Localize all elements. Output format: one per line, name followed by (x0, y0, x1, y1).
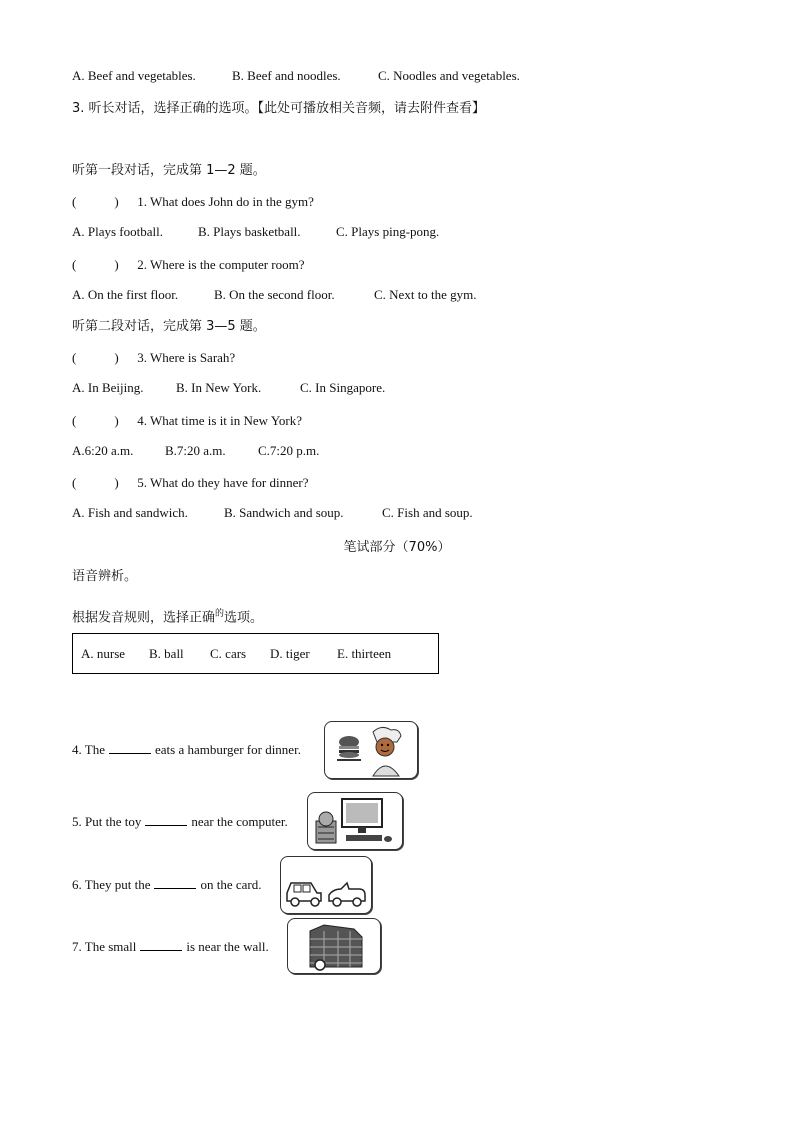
sentence-5: 5. Put the toy near the computer. (72, 814, 288, 829)
word-option-b: B. ball (149, 646, 184, 661)
question-3 (72, 349, 235, 367)
question-1 (72, 193, 314, 211)
answer-blank[interactable] (109, 741, 151, 754)
hamburger-icon (337, 736, 361, 760)
sentence-7: 7. The small is near the wall. (72, 939, 269, 954)
q4-option-c: C.7:20 p.m. (258, 443, 320, 458)
computer-icon (342, 799, 392, 842)
ball-wall-picture (287, 918, 381, 974)
q1-option-b: B. Plays basketball. (198, 224, 301, 239)
word-option-e: E. thirteen (337, 646, 392, 661)
answer-paren: ( ) (72, 350, 119, 365)
tiger-toy-icon (316, 812, 336, 843)
sentence-4: 4. The eats a hamburger for dinner. (72, 742, 301, 757)
question-text: 2. Where is the computer room? (137, 257, 305, 272)
q3-option-b: B. In New York. (176, 380, 262, 395)
q3-option-c: C. In Singapore. (300, 380, 386, 395)
question-4 (72, 412, 302, 430)
q1-option-c: C. Plays ping-pong. (336, 224, 440, 239)
prev-option-a: A. Beef and vegetables. (72, 68, 196, 83)
q4-option-b: B.7:20 a.m. (165, 443, 226, 458)
q5-option-a: A. Fish and sandwich. (72, 505, 188, 520)
answer-paren: ( ) (72, 413, 119, 428)
answer-blank[interactable] (154, 876, 196, 889)
q5-option-b: B. Sandwich and soup. (224, 505, 344, 520)
ball-icon (315, 960, 325, 970)
sentence-6: 6. They put the on the card. (72, 877, 262, 892)
cars-picture (280, 856, 372, 914)
listening-title: 3. 听长对话，选择正确的选项。【此处可播放相关音频，请去附件查看】 (72, 101, 486, 116)
phonics-section: 语音辨析。 (72, 569, 138, 584)
question-5 (72, 474, 308, 492)
word-option-a: A. nurse (81, 646, 126, 661)
q1-option-a: A. Plays football. (72, 224, 163, 239)
convertible-car-icon (329, 883, 365, 906)
chef-icon (373, 727, 401, 776)
car-icon (287, 883, 321, 906)
word-option-c: C. cars (210, 646, 247, 661)
section2-heading: 听第二段对话，完成第 3—5 题。 (72, 319, 266, 334)
answer-blank[interactable] (145, 813, 187, 826)
section1-heading: 听第一段对话，完成第 1—2 题。 (72, 163, 266, 178)
tiger-toy-computer-picture (307, 792, 403, 850)
question-text: 4. What time is it in New York? (137, 413, 303, 428)
chef-hamburger-picture (324, 721, 418, 779)
q5-option-c: C. Fish and soup. (382, 505, 473, 520)
question-text: 1. What does John do in the gym? (137, 194, 314, 209)
phonics-instruction: 根据发音规则，选择正确$^的$选项。 (72, 609, 264, 626)
question-2 (72, 256, 305, 274)
prev-option-b: B. Beef and noodles. (232, 68, 341, 83)
answer-blank[interactable] (140, 938, 182, 951)
answer-paren: ( ) (72, 257, 119, 272)
q4-option-a: A.6:20 a.m. (72, 443, 134, 458)
q3-option-a: A. In Beijing. (72, 380, 144, 395)
prev-option-c: C. Noodles and vegetables. (378, 68, 520, 83)
written-heading: 笔试部分（70%） (343, 540, 451, 555)
q2-option-c: C. Next to the gym. (374, 287, 477, 302)
word-option-d: D. tiger (270, 646, 310, 661)
q2-option-b: B. On the second floor. (214, 287, 335, 302)
answer-paren: ( ) (72, 475, 119, 490)
question-text: 5. What do they have for dinner? (137, 475, 309, 490)
word-box (72, 633, 439, 674)
question-text: 3. Where is Sarah? (137, 350, 236, 365)
answer-paren: ( ) (72, 194, 119, 209)
q2-option-a: A. On the first floor. (72, 287, 179, 302)
